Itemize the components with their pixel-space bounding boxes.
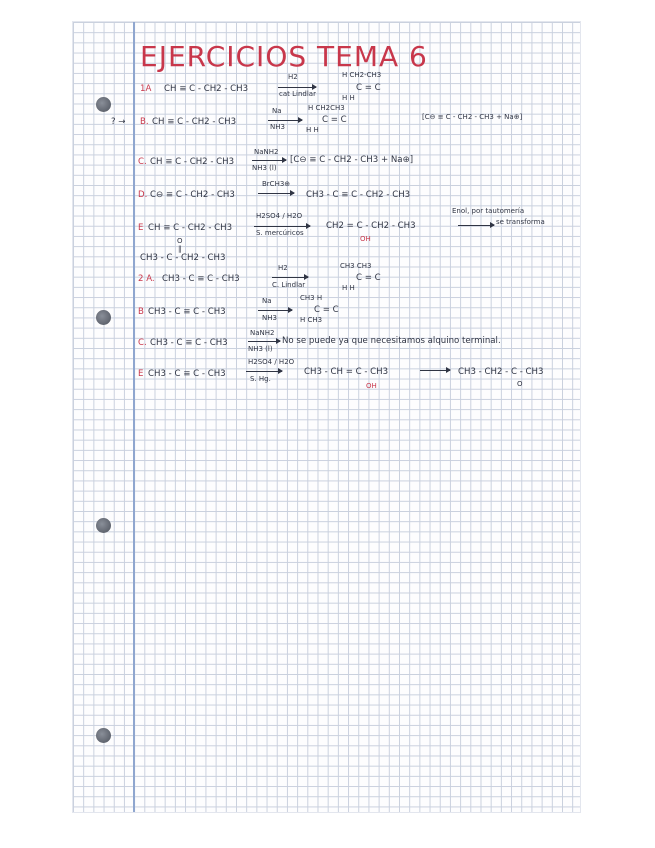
reaction-arrow xyxy=(272,277,308,278)
binder-hole xyxy=(96,518,111,533)
reactant: CH ≡ C - CH2 - CH3 xyxy=(148,223,233,233)
product-bottom: H H xyxy=(342,94,355,102)
question-marker: ? → xyxy=(111,117,126,127)
reaction-arrow xyxy=(268,120,302,121)
exercise-label: B. xyxy=(140,117,149,127)
reagent-top: H2SO4 / H2O xyxy=(256,212,303,220)
reagent-top: NaNH2 xyxy=(254,148,279,156)
reagent-bottom: NH3 (l) xyxy=(252,164,277,172)
comment: No se puede ya que necesitamos alquino terminal. xyxy=(282,336,501,346)
double-bond: ‖ xyxy=(178,245,182,253)
reaction-arrow xyxy=(458,225,494,226)
product: CH3 - C ≡ C - CH2 - CH3 xyxy=(306,190,411,200)
product: CH2 = C - CH2 - CH3 xyxy=(326,221,416,231)
intermediate-bracket: [C⊖ ≡ C - CH2 - CH3 + Na⊕] xyxy=(422,113,523,121)
reagent-top: NaNH2 xyxy=(250,329,275,337)
product-bottom: H H xyxy=(342,284,355,292)
reactant: C⊖ ≡ C - CH2 - CH3 xyxy=(150,190,235,200)
reaction-arrow xyxy=(248,341,280,342)
reagent-bottom: NH3 xyxy=(262,314,277,322)
product: CH3 - CH = C - CH3 xyxy=(304,367,389,377)
reagent-top: H2 xyxy=(278,264,288,272)
reagent-top: Na xyxy=(272,107,282,115)
reagent-top: H2SO4 / H2O xyxy=(248,358,295,366)
reaction-arrow xyxy=(258,310,292,311)
product-mid: C = C xyxy=(356,83,381,93)
notebook-sheet xyxy=(73,22,580,812)
product-top: CH3 CH3 xyxy=(340,262,372,270)
reaction-arrow xyxy=(420,370,450,371)
hydroxyl-group: OH xyxy=(366,382,377,390)
exercise-label: E xyxy=(138,223,144,233)
product-bottom: H H xyxy=(306,126,319,134)
exercise-label: 2 A. xyxy=(138,274,155,284)
final-product: CH3 - C - CH2 - CH3 xyxy=(140,253,226,263)
page-title: EJERCICIOS TEMA 6 xyxy=(140,40,428,73)
binder-hole xyxy=(96,310,111,325)
product-top: H CH2-CH3 xyxy=(342,71,382,79)
exercise-label: C. xyxy=(138,157,147,167)
reactant: CH3 - C ≡ C - CH3 xyxy=(162,274,240,284)
reaction-arrow xyxy=(258,193,294,194)
tautomer-note: Enol, por tautomería xyxy=(452,207,525,215)
reagent-bottom: C. Lindlar xyxy=(272,281,306,289)
product-top: CH3 H xyxy=(300,294,323,302)
reagent-bottom: S. mercúricos xyxy=(256,229,304,237)
reagent-bottom: S. Hg. xyxy=(250,375,271,383)
carbonyl-oxygen: O xyxy=(517,380,523,388)
margin-line xyxy=(133,22,135,812)
reactant: CH3 - C ≡ C - CH3 xyxy=(148,369,226,379)
exercise-label: B xyxy=(138,307,144,317)
product-mid: C = C xyxy=(356,273,381,283)
reagent-bottom: NH3 (l) xyxy=(248,345,273,353)
product-mid: C = C xyxy=(322,115,347,125)
reactant: CH3 - C ≡ C - CH3 xyxy=(148,307,226,317)
hydroxyl-group: OH xyxy=(360,235,371,243)
binder-hole xyxy=(96,97,111,112)
reaction-arrow xyxy=(252,160,286,161)
reaction-arrow xyxy=(254,226,310,227)
reactant: CH ≡ C - CH2 - CH3 xyxy=(152,117,237,127)
carbonyl-oxygen: O xyxy=(177,237,183,245)
final-product: CH3 - CH2 - C - CH3 xyxy=(458,367,544,377)
reagent-top: Na xyxy=(262,297,272,305)
reaction-arrow xyxy=(278,87,316,88)
exercise-label: D. xyxy=(138,190,148,200)
binder-hole xyxy=(96,728,111,743)
reagent-bottom: cat Lindlar xyxy=(279,90,316,98)
reactant: CH ≡ C - CH2 - CH3 xyxy=(150,157,235,167)
reagent-bottom: NH3 xyxy=(270,123,285,131)
product-top: H CH2CH3 xyxy=(308,104,345,112)
exercise-label: E xyxy=(138,369,144,379)
exercise-label: 1A xyxy=(140,84,152,94)
reaction-arrow xyxy=(246,371,282,372)
product: [C⊖ ≡ C - CH2 - CH3 + Na⊕] xyxy=(290,155,414,165)
exercise-label: C. xyxy=(138,338,147,348)
product-mid: C = C xyxy=(314,305,339,315)
reagent-top: H2 xyxy=(288,73,298,81)
reagent-top: BrCH3⊕ xyxy=(262,180,291,188)
tautomer-note: se transforma xyxy=(496,218,545,226)
product-bottom: H CH3 xyxy=(300,316,323,324)
reactant: CH3 - C ≡ C - CH3 xyxy=(150,338,228,348)
reactant: CH ≡ C - CH2 - CH3 xyxy=(164,84,249,94)
